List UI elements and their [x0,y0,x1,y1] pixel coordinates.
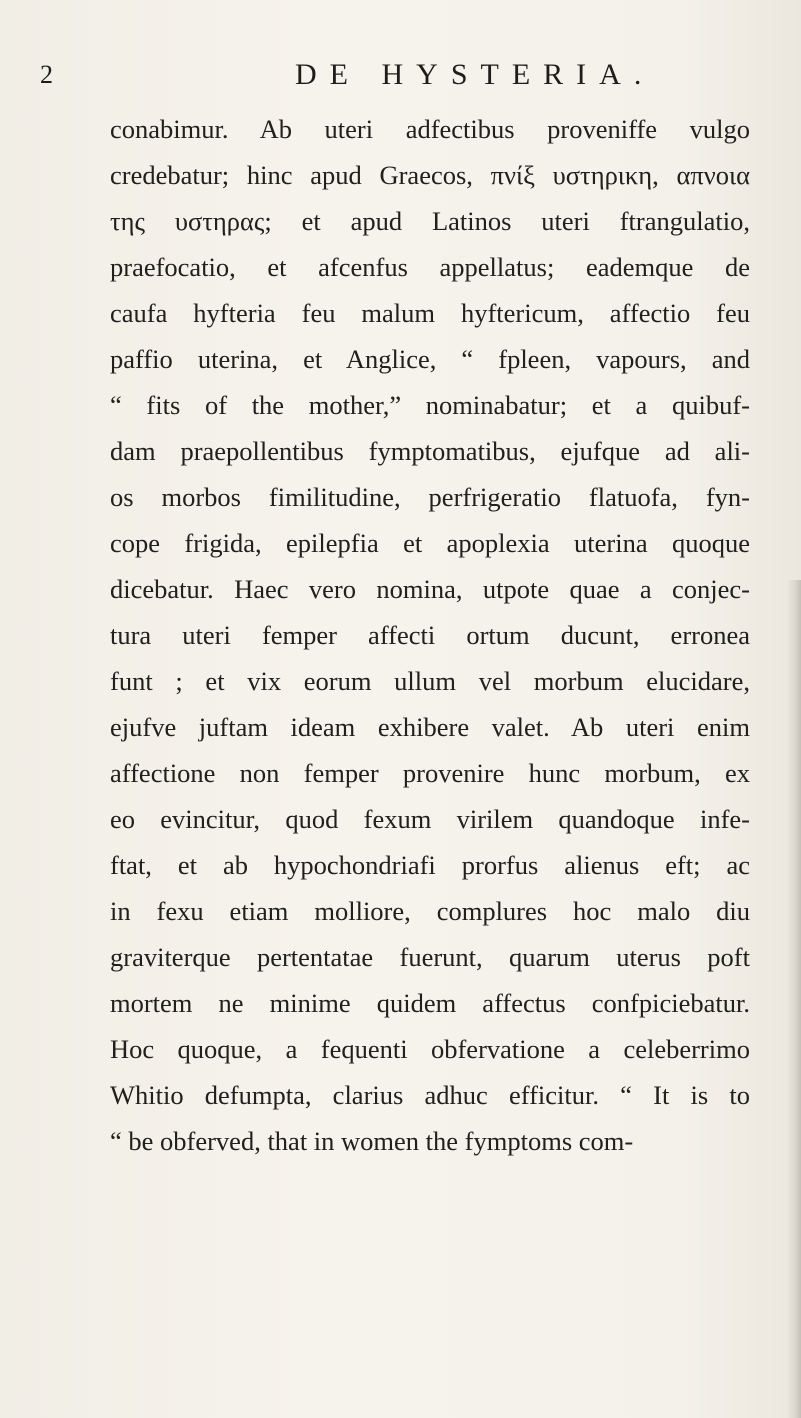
text-line: affectione non femper provenire hunc morbum, ex [110,758,750,788]
text-line: Hoc quoque, a fequenti obfervatione a celeberrimo [110,1034,750,1064]
body-text [110,106,750,1164]
text-line: paffio uterina, et Anglice, “ fpleen, vapours, and [110,344,750,374]
text-line: mortem ne minime quidem affectus confpiciebatur. [110,988,750,1018]
text-line: ejufve juftam ideam exhibere valet. Ab uteri enim [110,712,750,742]
text-line: ftat, et ab hypochondriafi prorfus alienus eft; ac [110,850,750,880]
text-line: “ be obferved, that in women the fymptoms com- [110,1126,634,1156]
text-line: της υστηρας; et apud Latinos uteri ftrangulatio, [110,206,750,236]
text-line: tura uteri femper affecti ortum ducunt, erronea [110,620,750,650]
running-title: DE HYSTERIA. [295,58,655,91]
text-line: conabimur. Ab uteri adfectibus proveniffe vulgo [110,114,750,144]
text-line: graviterque pertentatae fuerunt, quarum uterus poft [110,942,750,972]
text-line: funt ; et vix eorum ullum vel morbum elucidare, [110,666,750,696]
text-line: caufa hyfteria feu malum hyftericum, affectio feu [110,298,750,328]
page-number: 2 [40,60,53,89]
running-head [40,58,740,98]
text-line: os morbos fimilitudine, perfrigeratio flatuofa, fyn- [110,482,750,512]
page-edge-shadow [787,580,801,1418]
text-line: praefocatio, et afcenfus appellatus; eademque de [110,252,750,282]
text-line: “ fits of the mother,” nominabatur; et a quibuf- [110,390,750,420]
text-line: in fexu etiam molliore, complures hoc malo diu [110,896,750,926]
text-line: Whitio defumpta, clarius adhuc efficitur. “ It is to [110,1080,750,1110]
text-line: cope frigida, epilepfia et apoplexia uterina quoque [110,528,750,558]
text-line: dam praepollentibus fymptomatibus, ejufque ad ali- [110,436,750,466]
text-line: dicebatur. Haec vero nomina, utpote quae a conjec- [110,574,750,604]
text-line: credebatur; hinc apud Graecos, πνίξ υστηρικη, απνοια [110,160,750,190]
text-line: eo evincitur, quod fexum virilem quandoque infe- [110,804,750,834]
